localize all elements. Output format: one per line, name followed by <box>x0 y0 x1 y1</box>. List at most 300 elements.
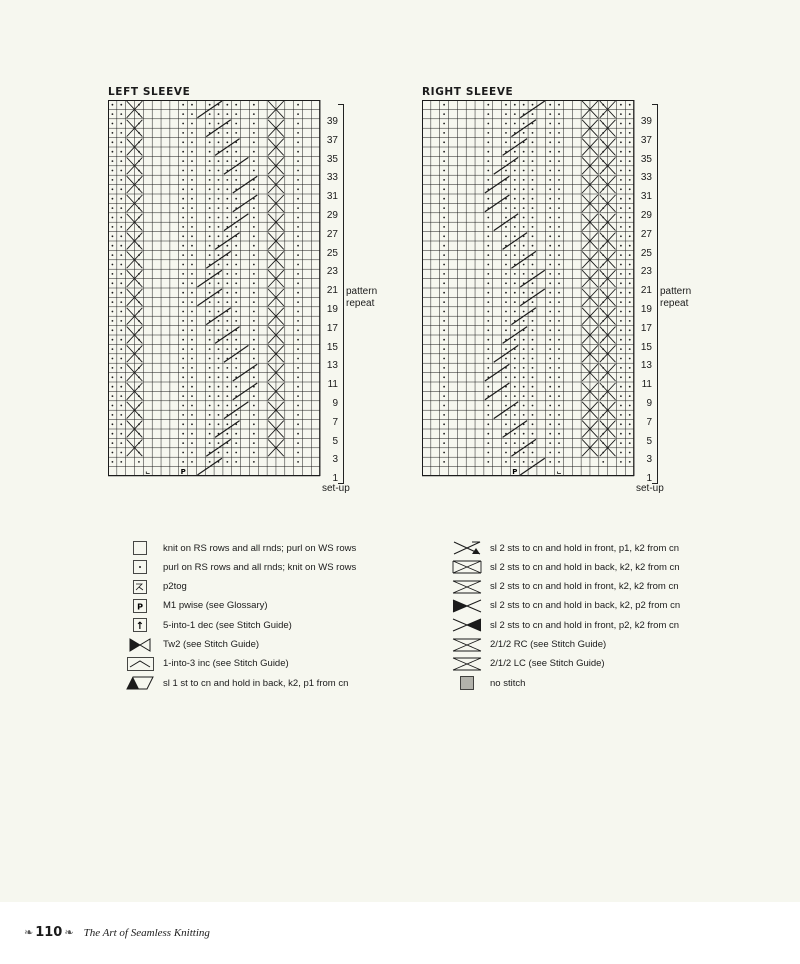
legend-item <box>452 598 680 614</box>
purl-dot <box>549 226 551 228</box>
purl-dot <box>523 311 525 313</box>
purl-dot <box>629 235 631 237</box>
row-number-label: 19 <box>640 304 652 315</box>
purl-dot <box>226 320 228 322</box>
purl-dot <box>620 113 622 115</box>
row-number-label: 17 <box>326 322 338 334</box>
purl-dot <box>253 405 255 407</box>
row-number-label: 31 <box>640 191 652 203</box>
purl-dot <box>112 207 114 209</box>
purl-dot <box>532 151 534 153</box>
purl-dot <box>182 141 184 143</box>
purl-dot <box>558 358 560 360</box>
right-setup-label: set-up <box>636 483 664 494</box>
purl-dot <box>532 245 534 247</box>
symbol-fill <box>127 677 139 689</box>
purl-dot <box>191 348 193 350</box>
purl-dot <box>182 132 184 134</box>
purl-dot <box>218 179 220 181</box>
legend-text: sl 2 sts to cn and hold in back, k2, p2 from cn <box>490 600 681 612</box>
purl-dot <box>549 292 551 294</box>
purl-dot <box>523 395 525 397</box>
purl-dot <box>505 188 507 190</box>
purl-dot <box>549 433 551 435</box>
purl-dot <box>487 113 489 115</box>
purl-dot <box>297 358 299 360</box>
purl-dot <box>209 311 211 313</box>
purl-dot <box>297 461 299 463</box>
purl-dot <box>218 282 220 284</box>
purl-dot <box>297 301 299 303</box>
purl-dot <box>182 151 184 153</box>
purl-dot <box>112 245 114 247</box>
purl-dot <box>191 160 193 162</box>
purl-dot <box>532 113 534 115</box>
purl-dot <box>182 329 184 331</box>
row-number-label: 33 <box>326 172 338 184</box>
purl-dot <box>218 320 220 322</box>
purl-dot <box>253 273 255 275</box>
legend-text: no stitch <box>490 677 526 689</box>
purl-dot <box>629 132 631 134</box>
purl-dot <box>558 226 560 228</box>
purl-dot <box>112 282 114 284</box>
purl-dot <box>487 245 489 247</box>
purl-dot <box>505 104 507 106</box>
symbol-fill <box>467 619 481 631</box>
row-number-label: 23 <box>326 266 338 278</box>
purl-dot <box>235 104 237 106</box>
purl-dot <box>549 329 551 331</box>
purl-symbol-icon <box>125 560 155 574</box>
symbol-stroke <box>130 661 150 667</box>
purl-dot <box>226 452 228 454</box>
purl-dot <box>191 254 193 256</box>
purl-dot <box>235 170 237 172</box>
purl-dot <box>253 282 255 284</box>
purl-dot <box>226 282 228 284</box>
purl-dot <box>297 376 299 378</box>
purl-dot <box>620 198 622 200</box>
purl-dot <box>226 461 228 463</box>
purl-dot <box>487 254 489 256</box>
purl-dot <box>558 376 560 378</box>
right-repeat-word-2: repeat <box>660 298 689 309</box>
purl-dot <box>182 235 184 237</box>
purl-dot <box>253 141 255 143</box>
purl-dot <box>112 235 114 237</box>
purl-dot <box>443 170 445 172</box>
legend-text: p2tog <box>163 581 187 593</box>
legend-item <box>452 559 680 575</box>
purl-dot <box>549 301 551 303</box>
rc-212-symbol-icon <box>452 638 482 652</box>
purl-dot <box>235 273 237 275</box>
purl-dot <box>112 264 114 266</box>
five-into-one-symbol-icon <box>125 618 155 632</box>
purl-dot <box>253 329 255 331</box>
purl-dot <box>523 367 525 369</box>
purl-dot <box>226 198 228 200</box>
purl-dot <box>191 452 193 454</box>
purl-dot <box>549 452 551 454</box>
purl-dot <box>235 452 237 454</box>
purl-dot <box>523 442 525 444</box>
purl-dot <box>514 141 516 143</box>
purl-dot <box>558 245 560 247</box>
purl-dot <box>226 141 228 143</box>
purl-dot <box>297 423 299 425</box>
purl-dot <box>443 217 445 219</box>
purl-dot <box>226 132 228 134</box>
purl-dot <box>112 170 114 172</box>
chart-grid <box>422 100 634 476</box>
purl-dot <box>549 348 551 350</box>
purl-dot <box>629 226 631 228</box>
purl-dot <box>558 273 560 275</box>
purl-dot <box>523 254 525 256</box>
purl-dot <box>505 160 507 162</box>
row-number-label: 35 <box>326 153 338 165</box>
purl-dot <box>191 226 193 228</box>
purl-dot <box>253 376 255 378</box>
purl-dot <box>209 358 211 360</box>
purl-dot <box>138 461 140 463</box>
row-number-label: 5 <box>646 435 652 447</box>
purl-dot <box>218 113 220 115</box>
row-number-label: 35 <box>640 153 652 165</box>
purl-dot <box>443 207 445 209</box>
purl-dot <box>532 461 534 463</box>
purl-dot <box>209 376 211 378</box>
purl-dot <box>209 423 211 425</box>
purl-dot <box>549 367 551 369</box>
purl-dot <box>191 358 193 360</box>
purl-dot <box>620 329 622 331</box>
purl-dot <box>487 461 489 463</box>
purl-dot <box>487 132 489 134</box>
purl-dot <box>523 414 525 416</box>
purl-dot <box>182 226 184 228</box>
purl-dot <box>620 301 622 303</box>
purl-dot <box>120 141 122 143</box>
purl-dot <box>505 423 507 425</box>
purl-dot <box>218 141 220 143</box>
purl-dot <box>620 292 622 294</box>
purl-dot <box>297 386 299 388</box>
purl-dot <box>443 320 445 322</box>
row-number-label: 25 <box>326 247 338 259</box>
purl-dot <box>191 217 193 219</box>
purl-dot <box>505 442 507 444</box>
purl-dot <box>218 226 220 228</box>
purl-dot <box>549 273 551 275</box>
purl-dot <box>629 104 631 106</box>
legend-item <box>452 675 525 691</box>
knit-symbol-icon <box>125 541 155 555</box>
purl-dot <box>532 339 534 341</box>
purl-dot <box>209 170 211 172</box>
row-number-label: 31 <box>326 191 338 203</box>
purl-dot <box>523 179 525 181</box>
purl-dot <box>253 245 255 247</box>
purl-dot <box>297 348 299 350</box>
leaf-ornament-icon: ❧ <box>64 927 74 939</box>
purl-dot <box>226 367 228 369</box>
legend-item <box>125 598 268 614</box>
purl-dot <box>532 235 534 237</box>
one-into-three-symbol-icon <box>125 657 155 671</box>
purl-dot <box>620 160 622 162</box>
purl-dot <box>235 461 237 463</box>
purl-dot <box>487 423 489 425</box>
purl-dot <box>182 273 184 275</box>
purl-dot <box>558 217 560 219</box>
row-number-label: 25 <box>640 247 652 259</box>
purl-dot <box>191 282 193 284</box>
symbol-stroke <box>136 584 143 590</box>
purl-dot <box>226 348 228 350</box>
purl-dot <box>120 254 122 256</box>
row-number-label: 7 <box>332 416 338 428</box>
purl-dot <box>629 198 631 200</box>
purl-dot <box>620 452 622 454</box>
legend-text: sl 1 st to cn and hold in back, k2, p1 from cn <box>163 677 349 689</box>
legend-text: 5-into-1 dec (see Stitch Guide) <box>163 619 292 631</box>
purl-dot <box>191 376 193 378</box>
purl-dot <box>235 151 237 153</box>
purl-dot <box>218 452 220 454</box>
purl-dot <box>226 179 228 181</box>
purl-dot <box>487 348 489 350</box>
purl-dot <box>191 264 193 266</box>
purl-dot <box>523 188 525 190</box>
purl-dot <box>191 273 193 275</box>
purl-dot <box>620 104 622 106</box>
purl-dot <box>549 405 551 407</box>
purl-dot <box>120 301 122 303</box>
purl-dot <box>532 423 534 425</box>
purl-dot <box>218 123 220 125</box>
purl-dot <box>218 170 220 172</box>
row-number-label: 1 <box>332 473 338 485</box>
purl-dot <box>112 376 114 378</box>
purl-dot <box>443 329 445 331</box>
purl-dot <box>235 433 237 435</box>
purl-dot <box>182 339 184 341</box>
purl-dot <box>514 207 516 209</box>
purl-dot <box>523 198 525 200</box>
purl-dot <box>297 207 299 209</box>
purl-dot <box>558 311 560 313</box>
purl-dot <box>558 235 560 237</box>
purl-dot <box>191 292 193 294</box>
purl-dot <box>549 151 551 153</box>
m1-mark: P <box>180 468 186 476</box>
purl-dot <box>112 452 114 454</box>
purl-dot <box>487 273 489 275</box>
purl-dot <box>443 376 445 378</box>
purl-dot <box>549 198 551 200</box>
purl-dot <box>253 442 255 444</box>
purl-dot <box>487 329 489 331</box>
purl-dot <box>112 423 114 425</box>
m1-mark: P <box>512 468 518 476</box>
purl-dot <box>191 433 193 435</box>
row-number-label: 1 <box>646 473 652 485</box>
purl-dot <box>505 113 507 115</box>
purl-dot <box>253 264 255 266</box>
purl-dot <box>209 395 211 397</box>
purl-dot <box>629 405 631 407</box>
purl-dot <box>209 235 211 237</box>
purl-dot <box>532 405 534 407</box>
purl-dot <box>505 405 507 407</box>
row-number-label: 11 <box>327 379 338 391</box>
purl-dot <box>487 104 489 106</box>
purl-dot <box>629 113 631 115</box>
purl-dot <box>235 414 237 416</box>
purl-dot <box>620 386 622 388</box>
row-number-label: 13 <box>326 360 338 372</box>
purl-dot <box>226 217 228 219</box>
purl-dot <box>487 311 489 313</box>
purl-dot <box>558 405 560 407</box>
purl-dot <box>112 320 114 322</box>
purl-dot <box>182 311 184 313</box>
purl-dot <box>505 376 507 378</box>
purl-dot <box>629 292 631 294</box>
purl-dot <box>443 301 445 303</box>
purl-dot <box>182 442 184 444</box>
purl-dot <box>629 423 631 425</box>
purl-dot <box>558 254 560 256</box>
purl-dot <box>191 329 193 331</box>
purl-dot <box>629 348 631 350</box>
purl-dot <box>487 358 489 360</box>
purl-dot <box>523 104 525 106</box>
purl-dot <box>523 151 525 153</box>
purl-dot <box>112 151 114 153</box>
purl-dot <box>487 414 489 416</box>
purl-dot <box>218 367 220 369</box>
purl-dot <box>505 132 507 134</box>
purl-dot <box>620 179 622 181</box>
purl-dot <box>226 292 228 294</box>
row-number-label: 19 <box>326 304 338 315</box>
purl-dot <box>523 292 525 294</box>
purl-dot <box>443 273 445 275</box>
purl-dot <box>629 264 631 266</box>
purl-dot <box>629 141 631 143</box>
purl-dot <box>191 414 193 416</box>
purl-dot <box>191 170 193 172</box>
purl-dot <box>487 123 489 125</box>
purl-dot <box>505 348 507 350</box>
p2tog-symbol-icon <box>125 580 155 594</box>
purl-dot <box>191 132 193 134</box>
purl-dot <box>182 207 184 209</box>
purl-dot <box>182 104 184 106</box>
purl-dot <box>218 423 220 425</box>
purl-dot <box>620 264 622 266</box>
purl-dot <box>112 273 114 275</box>
purl-dot <box>112 160 114 162</box>
purl-dot <box>209 461 211 463</box>
right-repeat-word-1: pattern <box>660 286 692 297</box>
purl-dot <box>297 452 299 454</box>
purl-dot <box>112 348 114 350</box>
purl-dot <box>297 198 299 200</box>
purl-dot <box>120 414 122 416</box>
purl-dot <box>120 160 122 162</box>
purl-dot <box>226 104 228 106</box>
purl-dot <box>532 282 534 284</box>
purl-dot <box>514 301 516 303</box>
purl-dot <box>253 217 255 219</box>
purl-dot <box>629 217 631 219</box>
purl-dot <box>191 188 193 190</box>
purl-dot <box>514 423 516 425</box>
purl-dot <box>629 452 631 454</box>
purl-dot <box>235 123 237 125</box>
purl-dot <box>209 386 211 388</box>
right-sleeve-chart <box>422 100 635 492</box>
row-number-label: 17 <box>640 322 652 334</box>
purl-dot <box>253 207 255 209</box>
purl-dot <box>487 226 489 228</box>
purl-dot <box>443 132 445 134</box>
purl-dot <box>120 423 122 425</box>
purl-dot <box>505 414 507 416</box>
purl-dot <box>112 405 114 407</box>
purl-dot <box>629 170 631 172</box>
purl-dot <box>182 217 184 219</box>
purl-dot <box>558 301 560 303</box>
purl-dot <box>620 414 622 416</box>
purl-dot <box>532 348 534 350</box>
purl-dot <box>514 104 516 106</box>
purl-dot <box>443 461 445 463</box>
purl-dot <box>235 254 237 256</box>
purl-dot <box>182 423 184 425</box>
purl-dot <box>514 235 516 237</box>
purl-dot <box>629 433 631 435</box>
row-number-label: 21 <box>326 285 338 297</box>
purl-dot <box>620 151 622 153</box>
purl-dot <box>620 358 622 360</box>
purl-dot <box>443 198 445 200</box>
purl-dot <box>487 405 489 407</box>
purl-dot <box>549 245 551 247</box>
purl-dot <box>120 123 122 125</box>
purl-dot <box>443 151 445 153</box>
purl-dot <box>218 217 220 219</box>
purl-dot <box>182 405 184 407</box>
purl-dot <box>253 452 255 454</box>
purl-dot <box>120 433 122 435</box>
purl-dot <box>218 132 220 134</box>
purl-dot <box>218 329 220 331</box>
purl-dot <box>549 235 551 237</box>
purl-dot <box>218 386 220 388</box>
purl-dot <box>549 282 551 284</box>
purl-dot <box>443 226 445 228</box>
purl-dot <box>629 320 631 322</box>
purl-dot <box>505 264 507 266</box>
purl-dot <box>620 254 622 256</box>
purl-dot <box>120 104 122 106</box>
